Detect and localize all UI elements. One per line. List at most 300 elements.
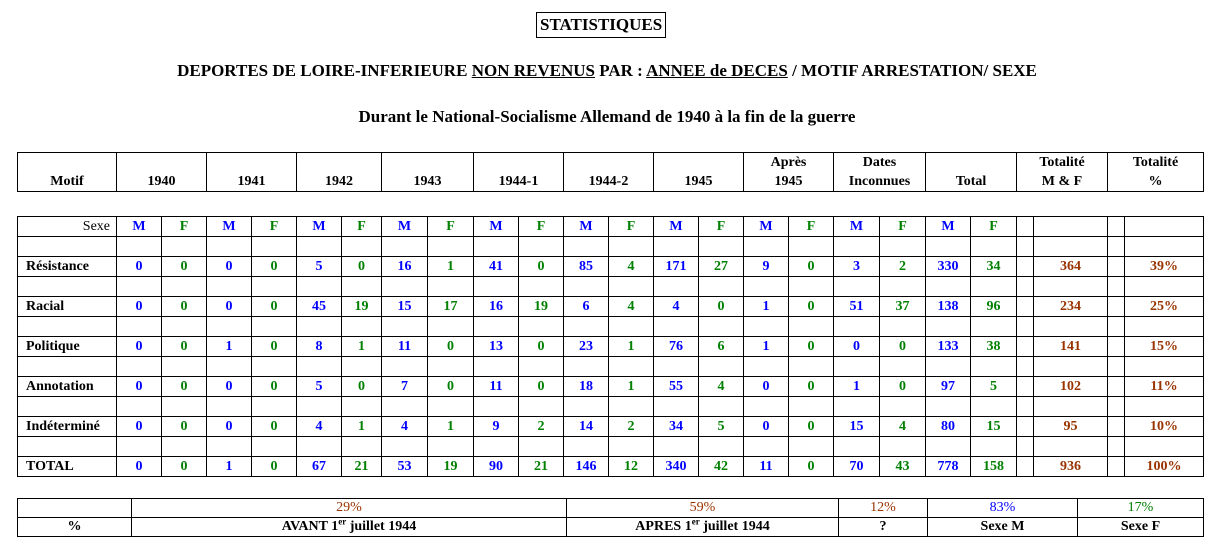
- empty-cell: [971, 357, 1017, 377]
- empty-cell: [297, 317, 342, 337]
- empty-cell: [926, 317, 971, 337]
- avant-label-text: juillet 1944: [346, 519, 417, 534]
- male-value: 7: [382, 377, 428, 397]
- empty-cell: [1034, 237, 1108, 257]
- empty-cell: [252, 317, 297, 337]
- female-value: 0: [252, 297, 297, 317]
- female-header: F: [789, 217, 834, 237]
- empty-cell: [342, 277, 382, 297]
- male-value: 90: [474, 457, 519, 477]
- male-value: 41: [474, 257, 519, 277]
- male-value: 0: [117, 297, 162, 317]
- male-value: 0: [744, 377, 789, 397]
- apres-label-text: APRES 1: [635, 519, 692, 534]
- empty-cell: [1108, 417, 1125, 437]
- empty-cell: [18, 277, 117, 297]
- female-value: 1: [428, 417, 474, 437]
- row-total-mf: 141: [1034, 337, 1108, 357]
- table-row: [18, 417, 1204, 437]
- male-value: 5: [297, 257, 342, 277]
- male-value: 97: [926, 377, 971, 397]
- male-header: M: [926, 217, 971, 237]
- header-year: 1945: [654, 172, 744, 192]
- male-value: 0: [207, 297, 252, 317]
- female-header: F: [880, 217, 926, 237]
- empty-cell: [744, 237, 789, 257]
- female-value: 0: [252, 337, 297, 357]
- empty-cell: [1108, 437, 1125, 457]
- male-value: 4: [382, 417, 428, 437]
- empty-cell: [926, 437, 971, 457]
- male-value: 15: [834, 417, 880, 437]
- empty-cell: [880, 437, 926, 457]
- empty-cell: [117, 237, 162, 257]
- female-value: 0: [342, 377, 382, 397]
- male-value: 0: [117, 337, 162, 357]
- empty-cell: [926, 357, 971, 377]
- empty-cell: [428, 237, 474, 257]
- empty-cell: [744, 357, 789, 377]
- empty-cell: [382, 437, 428, 457]
- empty-cell: [252, 397, 297, 417]
- percent-table: [17, 498, 1204, 537]
- female-value: 0: [519, 337, 564, 357]
- empty-cell: [18, 237, 117, 257]
- empty-cell: [252, 437, 297, 457]
- empty-cell: [519, 237, 564, 257]
- male-value: 18: [564, 377, 609, 397]
- male-value: 171: [654, 257, 699, 277]
- female-value: 0: [789, 297, 834, 317]
- empty-cell: [519, 437, 564, 457]
- header-cell-empty: [297, 153, 382, 173]
- empty-cell: [382, 397, 428, 417]
- row-total-mf: 102: [1034, 377, 1108, 397]
- empty-cell: [428, 437, 474, 457]
- table-row: [18, 457, 1204, 477]
- row-total-mf: 936: [1034, 457, 1108, 477]
- spacer-row: [18, 277, 1204, 297]
- empty-cell: [207, 277, 252, 297]
- empty-cell: [971, 237, 1017, 257]
- empty-cell: [342, 317, 382, 337]
- empty-cell: [1108, 337, 1125, 357]
- empty-cell: [1034, 317, 1108, 337]
- empty-cell: [699, 277, 744, 297]
- female-value: 0: [252, 417, 297, 437]
- empty-cell: [1017, 257, 1034, 277]
- empty-cell: [699, 237, 744, 257]
- female-value: 12: [609, 457, 654, 477]
- row-label: TOTAL: [18, 457, 117, 477]
- empty-cell: [564, 397, 609, 417]
- empty-cell: [834, 437, 880, 457]
- female-value: 0: [789, 417, 834, 437]
- empty-cell: [342, 237, 382, 257]
- table-row: [18, 257, 1204, 277]
- empty-cell: [1017, 357, 1034, 377]
- empty-cell: [1017, 437, 1034, 457]
- empty-cell: [564, 357, 609, 377]
- row-label: Indéterminé: [18, 417, 117, 437]
- female-value: 0: [252, 457, 297, 477]
- row-label: Politique: [18, 337, 117, 357]
- male-pct: 83%: [928, 499, 1078, 518]
- female-value: 0: [699, 297, 744, 317]
- female-value: 1: [428, 257, 474, 277]
- male-value: 6: [564, 297, 609, 317]
- male-value: 1: [834, 377, 880, 397]
- empty-cell: [297, 397, 342, 417]
- empty-cell: [342, 437, 382, 457]
- female-value: 37: [880, 297, 926, 317]
- male-value: 55: [654, 377, 699, 397]
- empty-cell: [1017, 237, 1034, 257]
- empty-cell: [880, 317, 926, 337]
- stats-table: [17, 216, 1204, 477]
- female-header: F: [252, 217, 297, 237]
- empty-cell: [382, 317, 428, 337]
- subtitle-period: Durant le National-Socialisme Allemand de 1940 à la fin de la guerre: [358, 107, 856, 126]
- empty-cell: [519, 357, 564, 377]
- empty-cell: [880, 397, 926, 417]
- empty-cell: [1125, 357, 1204, 377]
- empty-cell: [654, 437, 699, 457]
- female-value: 43: [880, 457, 926, 477]
- empty-cell: [474, 237, 519, 257]
- empty-cell: [428, 397, 474, 417]
- row-label: Annotation: [18, 377, 117, 397]
- empty-cell: [744, 397, 789, 417]
- female-value: 0: [880, 337, 926, 357]
- empty-cell: [609, 317, 654, 337]
- empty-cell: [474, 277, 519, 297]
- male-header: M: [474, 217, 519, 237]
- empty-cell: [162, 437, 207, 457]
- female-header: F: [519, 217, 564, 237]
- female-header: F: [609, 217, 654, 237]
- empty-cell: [117, 317, 162, 337]
- male-header: M: [744, 217, 789, 237]
- header-dates-top: Dates: [834, 153, 926, 173]
- female-value: 0: [519, 377, 564, 397]
- subtitle-underlined: NON REVENUS: [471, 61, 595, 80]
- header-cell-empty: [926, 153, 1017, 173]
- female-value: 0: [789, 377, 834, 397]
- male-value: 340: [654, 457, 699, 477]
- header-totalite-pct-bot: %: [1108, 172, 1204, 192]
- male-value: 15: [382, 297, 428, 317]
- empty-cell: [789, 277, 834, 297]
- empty-cell: [609, 237, 654, 257]
- spacer-row: [18, 317, 1204, 337]
- empty-cell: [252, 277, 297, 297]
- empty-cell: [1108, 217, 1125, 237]
- row-total-mf: 95: [1034, 417, 1108, 437]
- empty-cell: [162, 357, 207, 377]
- empty-cell: [834, 357, 880, 377]
- empty-cell: [971, 397, 1017, 417]
- empty-cell: [1034, 357, 1108, 377]
- header-totalite-pct-top: Totalité: [1108, 153, 1204, 173]
- header-year: 1940: [117, 172, 207, 192]
- female-value: 4: [699, 377, 744, 397]
- male-value: 23: [564, 337, 609, 357]
- empty-cell: [252, 357, 297, 377]
- male-value: 9: [744, 257, 789, 277]
- header-cell-empty: [382, 153, 474, 173]
- male-value: 1: [207, 457, 252, 477]
- female-value: 1: [342, 337, 382, 357]
- empty-cell: [1108, 237, 1125, 257]
- header-dates-bot: Inconnues: [834, 172, 926, 192]
- female-header: F: [428, 217, 474, 237]
- empty-cell: [474, 317, 519, 337]
- male-value: 778: [926, 457, 971, 477]
- male-value: 0: [117, 417, 162, 437]
- female-value: 0: [162, 257, 207, 277]
- empty-cell: [564, 237, 609, 257]
- female-value: 0: [252, 257, 297, 277]
- male-value: 67: [297, 457, 342, 477]
- apres-label: [567, 518, 839, 537]
- female-value: 1: [609, 337, 654, 357]
- header-total: Total: [926, 172, 1017, 192]
- empty-cell: [18, 397, 117, 417]
- male-value: 1: [207, 337, 252, 357]
- female-value: 0: [162, 417, 207, 437]
- male-header: M: [382, 217, 428, 237]
- male-value: 9: [474, 417, 519, 437]
- header-apres-top: Après: [744, 153, 834, 173]
- empty-cell: [1017, 457, 1034, 477]
- spacer-row: [18, 357, 1204, 377]
- female-value: 17: [428, 297, 474, 317]
- male-value: 0: [117, 377, 162, 397]
- table-row: [18, 377, 1204, 397]
- empty-cell: [474, 437, 519, 457]
- empty-cell: [474, 357, 519, 377]
- empty-cell: [880, 237, 926, 257]
- male-value: 8: [297, 337, 342, 357]
- empty-cell: [744, 277, 789, 297]
- subtitle-part: / MOTIF ARRESTATION/ SEXE: [787, 61, 1037, 80]
- empty-cell: [654, 357, 699, 377]
- female-header: F: [162, 217, 207, 237]
- empty-cell: [1125, 317, 1204, 337]
- female-value: 0: [162, 297, 207, 317]
- empty-cell: [926, 237, 971, 257]
- male-value: 146: [564, 457, 609, 477]
- female-value: 2: [880, 257, 926, 277]
- female-value: 4: [880, 417, 926, 437]
- male-value: 45: [297, 297, 342, 317]
- spacer-row: [18, 237, 1204, 257]
- empty-cell: [1125, 437, 1204, 457]
- female-value: 21: [342, 457, 382, 477]
- apres-label-sup: er: [691, 517, 700, 527]
- empty-cell: [1017, 217, 1034, 237]
- empty-cell: [428, 317, 474, 337]
- empty-cell: [117, 277, 162, 297]
- header-table: [17, 152, 1204, 192]
- empty-cell: [971, 277, 1017, 297]
- row-total-mf: 234: [1034, 297, 1108, 317]
- row-label: Résistance: [18, 257, 117, 277]
- empty-cell: [564, 317, 609, 337]
- empty-cell: [609, 397, 654, 417]
- empty-cell: [609, 357, 654, 377]
- male-value: 16: [474, 297, 519, 317]
- avant-pct: 29%: [132, 499, 567, 518]
- header-year: 1941: [207, 172, 297, 192]
- header-totalite-mf-bot: M & F: [1017, 172, 1108, 192]
- female-pct: 17%: [1078, 499, 1204, 518]
- empty-cell: [297, 237, 342, 257]
- empty-cell: [342, 357, 382, 377]
- female-header: F: [342, 217, 382, 237]
- empty-cell: [207, 397, 252, 417]
- header-motif: Motif: [18, 172, 117, 192]
- empty-cell: [428, 277, 474, 297]
- row-total-mf: 364: [1034, 257, 1108, 277]
- male-header: M: [564, 217, 609, 237]
- female-value: 0: [162, 337, 207, 357]
- empty-cell: [252, 237, 297, 257]
- empty-cell: [1108, 397, 1125, 417]
- avant-label-sup: er: [338, 517, 347, 527]
- empty-cell: [207, 437, 252, 457]
- male-value: 5: [297, 377, 342, 397]
- female-value: 4: [609, 257, 654, 277]
- empty-cell: [654, 317, 699, 337]
- empty-cell: [297, 357, 342, 377]
- female-value: 0: [519, 257, 564, 277]
- female-value: 96: [971, 297, 1017, 317]
- empty-cell: [18, 357, 117, 377]
- male-value: 11: [744, 457, 789, 477]
- female-value: 5: [971, 377, 1017, 397]
- female-value: 19: [519, 297, 564, 317]
- empty-cell: [654, 397, 699, 417]
- header-cell-empty: [654, 153, 744, 173]
- empty-cell: [744, 437, 789, 457]
- male-value: 80: [926, 417, 971, 437]
- empty-cell: [342, 397, 382, 417]
- empty-cell: [834, 397, 880, 417]
- pct-label: %: [18, 518, 132, 537]
- spacer-row: [18, 397, 1204, 417]
- empty-cell: [1017, 317, 1034, 337]
- header-cell-empty: [207, 153, 297, 173]
- empty-cell: [926, 277, 971, 297]
- male-value: 70: [834, 457, 880, 477]
- subtitle-part: DEPORTES DE LOIRE-INFERIEURE: [177, 61, 472, 80]
- female-header: F: [699, 217, 744, 237]
- male-value: 3: [834, 257, 880, 277]
- row-label: Racial: [18, 297, 117, 317]
- header-cell-empty: [564, 153, 654, 173]
- empty-cell: [699, 357, 744, 377]
- empty-cell: [117, 357, 162, 377]
- empty-cell: [1017, 297, 1034, 317]
- female-value: 34: [971, 257, 1017, 277]
- empty-cell: [699, 437, 744, 457]
- inconnu-pct: 12%: [839, 499, 928, 518]
- apres-label-text: juillet 1944: [699, 519, 770, 534]
- empty-cell: [789, 317, 834, 337]
- header-totalite-mf-top: Totalité: [1017, 153, 1108, 173]
- empty-cell: [1125, 237, 1204, 257]
- row-total-pct: 39%: [1125, 257, 1204, 277]
- avant-label-text: AVANT 1: [281, 519, 339, 534]
- male-value: 1: [744, 337, 789, 357]
- empty-cell: [880, 277, 926, 297]
- female-value: 0: [428, 337, 474, 357]
- male-value: 0: [834, 337, 880, 357]
- pct-empty: [18, 499, 132, 518]
- empty-cell: [1108, 317, 1125, 337]
- empty-cell: [880, 357, 926, 377]
- male-header: M: [654, 217, 699, 237]
- empty-cell: [1034, 397, 1108, 417]
- female-value: 38: [971, 337, 1017, 357]
- row-total-pct: 10%: [1125, 417, 1204, 437]
- header-cell-empty: [18, 153, 117, 173]
- apres-pct: 59%: [567, 499, 839, 518]
- female-value: 27: [699, 257, 744, 277]
- empty-cell: [382, 357, 428, 377]
- subtitle-underlined: ANNEE de DECES: [646, 61, 788, 80]
- female-value: 0: [252, 377, 297, 397]
- header-cell-empty: [474, 153, 564, 173]
- empty-cell: [654, 237, 699, 257]
- empty-cell: [971, 317, 1017, 337]
- male-header: M: [297, 217, 342, 237]
- male-value: 51: [834, 297, 880, 317]
- empty-cell: [789, 237, 834, 257]
- female-value: 5: [699, 417, 744, 437]
- male-value: 0: [207, 377, 252, 397]
- male-header: M: [117, 217, 162, 237]
- empty-cell: [519, 317, 564, 337]
- empty-cell: [1108, 457, 1125, 477]
- male-value: 13: [474, 337, 519, 357]
- empty-cell: [1125, 217, 1204, 237]
- empty-cell: [1034, 437, 1108, 457]
- female-value: 0: [789, 337, 834, 357]
- male-value: 0: [207, 257, 252, 277]
- male-value: 14: [564, 417, 609, 437]
- empty-cell: [519, 397, 564, 417]
- table-row: [18, 337, 1204, 357]
- male-value: 0: [117, 257, 162, 277]
- male-value: 0: [207, 417, 252, 437]
- header-year: 1942: [297, 172, 382, 192]
- male-value: 11: [474, 377, 519, 397]
- female-value: 2: [519, 417, 564, 437]
- empty-cell: [609, 437, 654, 457]
- male-value: 53: [382, 457, 428, 477]
- empty-cell: [162, 237, 207, 257]
- empty-cell: [1108, 297, 1125, 317]
- header-year: 1944-1: [474, 172, 564, 192]
- empty-cell: [162, 277, 207, 297]
- male-value: 11: [382, 337, 428, 357]
- empty-cell: [1017, 377, 1034, 397]
- empty-cell: [654, 277, 699, 297]
- empty-cell: [1108, 377, 1125, 397]
